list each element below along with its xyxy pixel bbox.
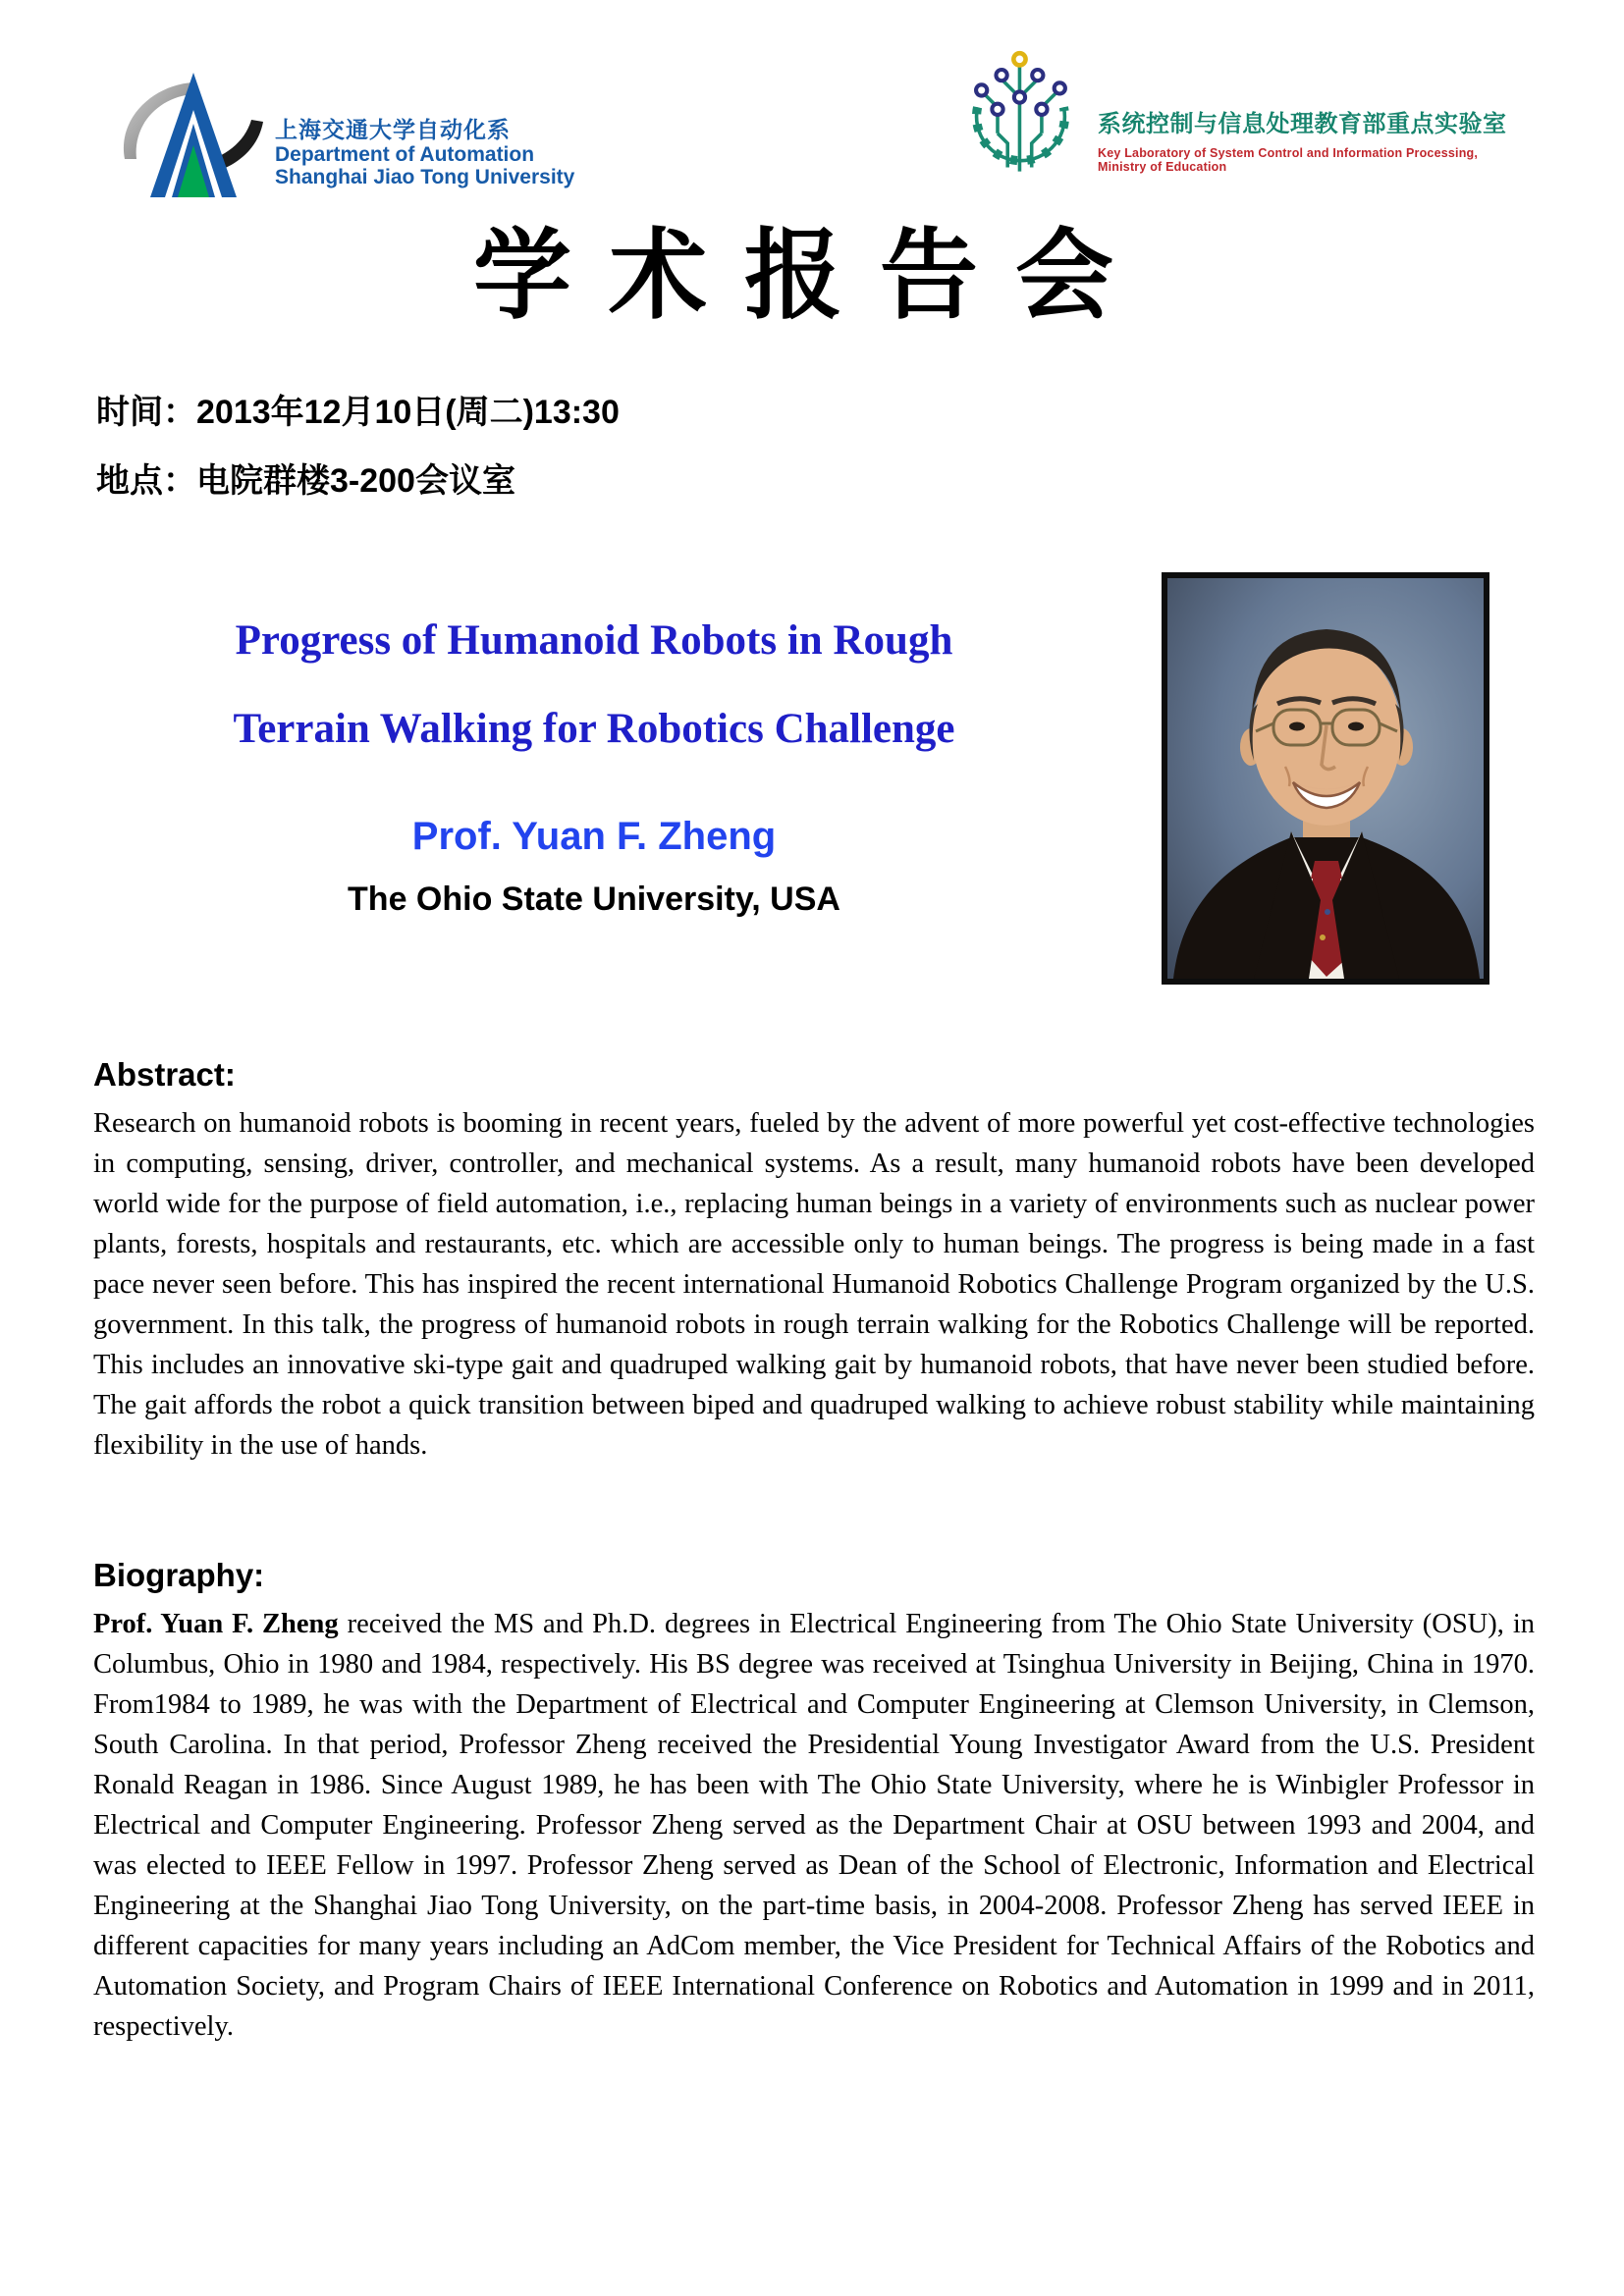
speaker-portrait-graphic	[1167, 578, 1484, 979]
node-icon	[976, 84, 987, 95]
key-laboratory-en: Key Laboratory of System Control and Information Processing, Ministry of Education	[1098, 146, 1479, 174]
sjtu-automation-en1: Department of Automation	[275, 142, 535, 166]
key-laboratory-logo	[960, 45, 1530, 192]
biography-lead-name: Prof. Yuan F. Zheng	[93, 1609, 339, 1639]
sjtu-automation-logo-icon	[111, 57, 273, 204]
calligraphy-banner-title: 学术报告会	[473, 217, 1151, 333]
node-yellow-icon	[1013, 53, 1025, 65]
abstract-heading: Abstract:	[93, 1056, 236, 1093]
key-laboratory-cjk: 系统控制与信息处理教育部重点实验室	[1098, 111, 1507, 137]
place-label: 地点：	[96, 462, 196, 500]
biography-text: received the MS and Ph.D. degrees in Electrical Engineering from The Ohio State University (OSU), in Columbus, Ohio in 1980 and 1984, respectively. His BS degree was received at Tsinghua University in Beijing, China in 1970. From1984 to 1989, he was with the Department of Electrical and Computer Engineering at Clemson University, in Clemson, South Carolina. In that period, Professor Zheng received the Presidential Young Investigator Award from the U.S. President Ronald Reagan in 1986. Since August 1989, he has been with The Ohio State University, where he is Winbigler Professor in Electrical and Computer Engineering. Professor Zheng served as the Department Chair at OSU between 1993 and 2004, and was elected to IEEE Fellow in 1997. Professor Zheng served as Dean of the School of Electronic, Information and Electrical Engineering at the Shanghai Jiao Tong University, on the part-time basis, in 2004-2008. Professor Zheng has served IEEE in different capacities for many years including an AdCom member, the Vice President for Technical Affairs of the Robotics and Automation Society, and Program Chairs of IEEE International Conference on Robotics and Automation in 1999 and in 2011, respectively.	[93, 1609, 1536, 2042]
node-icon	[1014, 91, 1025, 102]
key-laboratory-logo-icon	[960, 45, 1083, 190]
node-icon	[992, 104, 1002, 115]
node-icon	[996, 70, 1006, 80]
event-time-row	[96, 385, 620, 454]
talk-block	[93, 597, 1095, 919]
talk-title-line1: Progress of Humanoid Robots in Rough	[235, 617, 953, 664]
event-place-row	[96, 454, 620, 522]
talk-title-line2: Terrain Walking for Robotics Challenge	[233, 706, 955, 752]
time-label: 时间：	[96, 394, 196, 431]
talk-title	[93, 597, 1095, 774]
time-value: 2013年12月10日(周二)13:30	[196, 394, 620, 431]
abstract-body: Research on humanoid robots is booming in recent years, fueled by the advent of more powerful yet cost-effective technologies in computing, sensing, driver, controller, and mechanical systems. As a result, many humanoid robots have been developed world wide for the purpose of field automation, i.e., replacing human beings in a variety of environments such as nuclear power plants, forests, hospitals and restaurants, etc. which are accessible only to human beings. The progress is being made in a fast pace never seen before. This has inspired the recent international Humanoid Robotics Challenge Program organized by the U.S. government. In this talk, the progress of humanoid robots in rough terrain walking for the Robotics Challenge will be reported. This includes an innovative ski-type gait and quadruped walking gait by humanoid robots, that have never been studied before. The gait affords the robot a quick transition between biped and quadruped walking to achieve robust stability while maintaining flexibility in the use of hands.	[93, 1108, 1535, 1461]
biography-heading: Biography:	[93, 1557, 265, 1593]
sjtu-automation-cjk: 上海交通大学自动化系	[275, 117, 511, 142]
node-icon	[1032, 70, 1043, 80]
sjtu-automation-logo-text	[275, 118, 574, 189]
place-value: 电院群楼3-200会议室	[196, 462, 515, 500]
event-details	[96, 385, 620, 522]
sjtu-automation-logo	[93, 57, 604, 204]
biography-body	[93, 1604, 1535, 2047]
sjtu-automation-en2: Shanghai Jiao Tong University	[275, 166, 575, 189]
speaker-portrait-photo	[1162, 572, 1489, 985]
speaker-name: Prof. Yuan F. Zheng	[411, 815, 777, 858]
node-icon	[1055, 82, 1065, 93]
speaker-affiliation: The Ohio State University, USA	[348, 881, 840, 918]
node-icon	[1036, 104, 1047, 115]
key-laboratory-logo-text	[1098, 104, 1530, 174]
